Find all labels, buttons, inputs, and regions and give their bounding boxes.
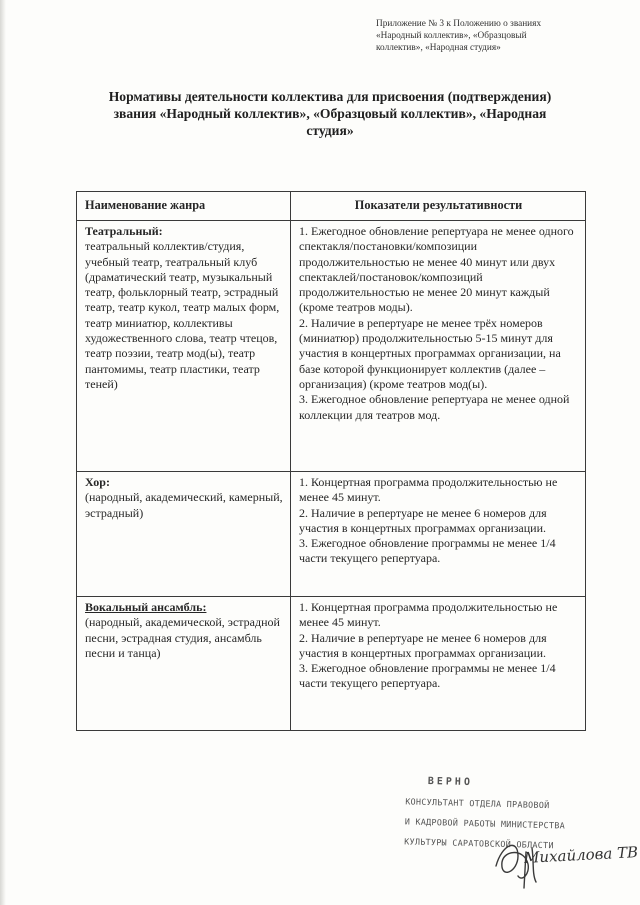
metric-item: 1. Концертная программа продолжительностью не менее 45 минут. [299,475,558,505]
table-row [77,597,586,731]
genre-cell [77,221,291,472]
metric-item: 2. Наличие в репертуаре не менее 6 номеров для участия в концертных программах организации. [299,505,547,535]
genre-description: театральный коллектив/студия, учебный театр, театральный клуб (драматический театр, музыкальный театр, фольклорный театр, эстрадный театр, театр кукол, театр малых форм, театр миниатюр, коллективы художественного слова, театр чтецов, театр поэзии, театр мод(ы), театр пантомимы, театр пластики, театр теней) [85,239,280,391]
appendix-line-3: коллектив», «Народная студия» [376,43,501,53]
header-metrics: Показатели результативности [291,192,586,221]
metric-item: 1. Концертная программа продолжительностью не менее 45 минут. [299,600,558,630]
genre-description: (народный, академической, эстрадной песни, эстрадная студия, ансамбль песни и танца) [85,615,280,660]
metric-item: 1. Ежегодное обновление репертуара не менее одного спектакля/постановки/композиции продолжительностью не менее 40 минут или двух спектаклей/постановок/композиций продолжительностью не менее 20 минут каждый (кроме театров моды). [299,224,574,315]
appendix-line-1: Приложение № 3 к Положению о званиях [376,19,542,29]
metrics-cell [291,472,586,597]
appendix-note [376,18,601,54]
page-edge-shadow [0,0,6,905]
metric-item: 2. Наличие в репертуаре не менее 6 номеров для участия в концертных программах организации. [299,630,547,660]
norms-table [76,191,586,731]
metric-item: 2. Наличие в репертуаре не менее трёх номеров (миниатюр) продолжительностью 5-15 минут для участия в концертных программах организации, на базе которой функционирует коллектив (далее – организация) (кроме театров мод(ы). [299,315,561,391]
genre-title: Вокальный ансамбль: [85,600,207,614]
metrics-cell [291,597,586,731]
genre-title: Хор: [85,475,110,489]
table-row [77,472,586,597]
title-line-3: студия» [306,123,354,138]
title-line-2: звания «Народный коллектив», «Образцовый коллектив», «Народная [113,106,547,121]
stamp-line-3: КУЛЬТУРЫ САРАТОВСКОЙ ОБЛАСТИ [404,836,554,851]
header-genre: Наименование жанра [77,192,291,221]
table-row [77,221,586,472]
metric-item: 3. Ежегодное обновление репертуара не менее одной коллекции для театров мод. [299,392,570,422]
metric-item: 3. Ежегодное обновление программы не менее 1/4 части текущего репертуара. [299,536,556,566]
signer-name: Михайлова ТВ [523,843,639,867]
document-title [60,88,600,139]
appendix-line-2: «Народный коллектив», «Образцовый [376,31,527,41]
stamp-line-1: КОНСУЛЬТАНТ ОТДЕЛА ПРАВОВОЙ [405,796,550,811]
metrics-cell [291,221,586,472]
genre-cell [77,472,291,597]
metric-item: 3. Ежегодное обновление программы не менее 1/4 части текущего репертуара. [299,661,556,691]
stamp-line-2: И КАДРОВОЙ РАБОТЫ МИНИСТЕРСТВА [404,816,566,831]
table-header-row [77,192,586,221]
genre-description: (народный, академический, камерный, эстрадный) [85,490,283,520]
stamp-heading: ВЕРНО [427,775,474,789]
genre-title: Театральный: [85,224,163,238]
genre-cell [77,597,291,731]
title-line-1: Нормативы деятельности коллектива для присвоения (подтверждения) [108,89,552,104]
